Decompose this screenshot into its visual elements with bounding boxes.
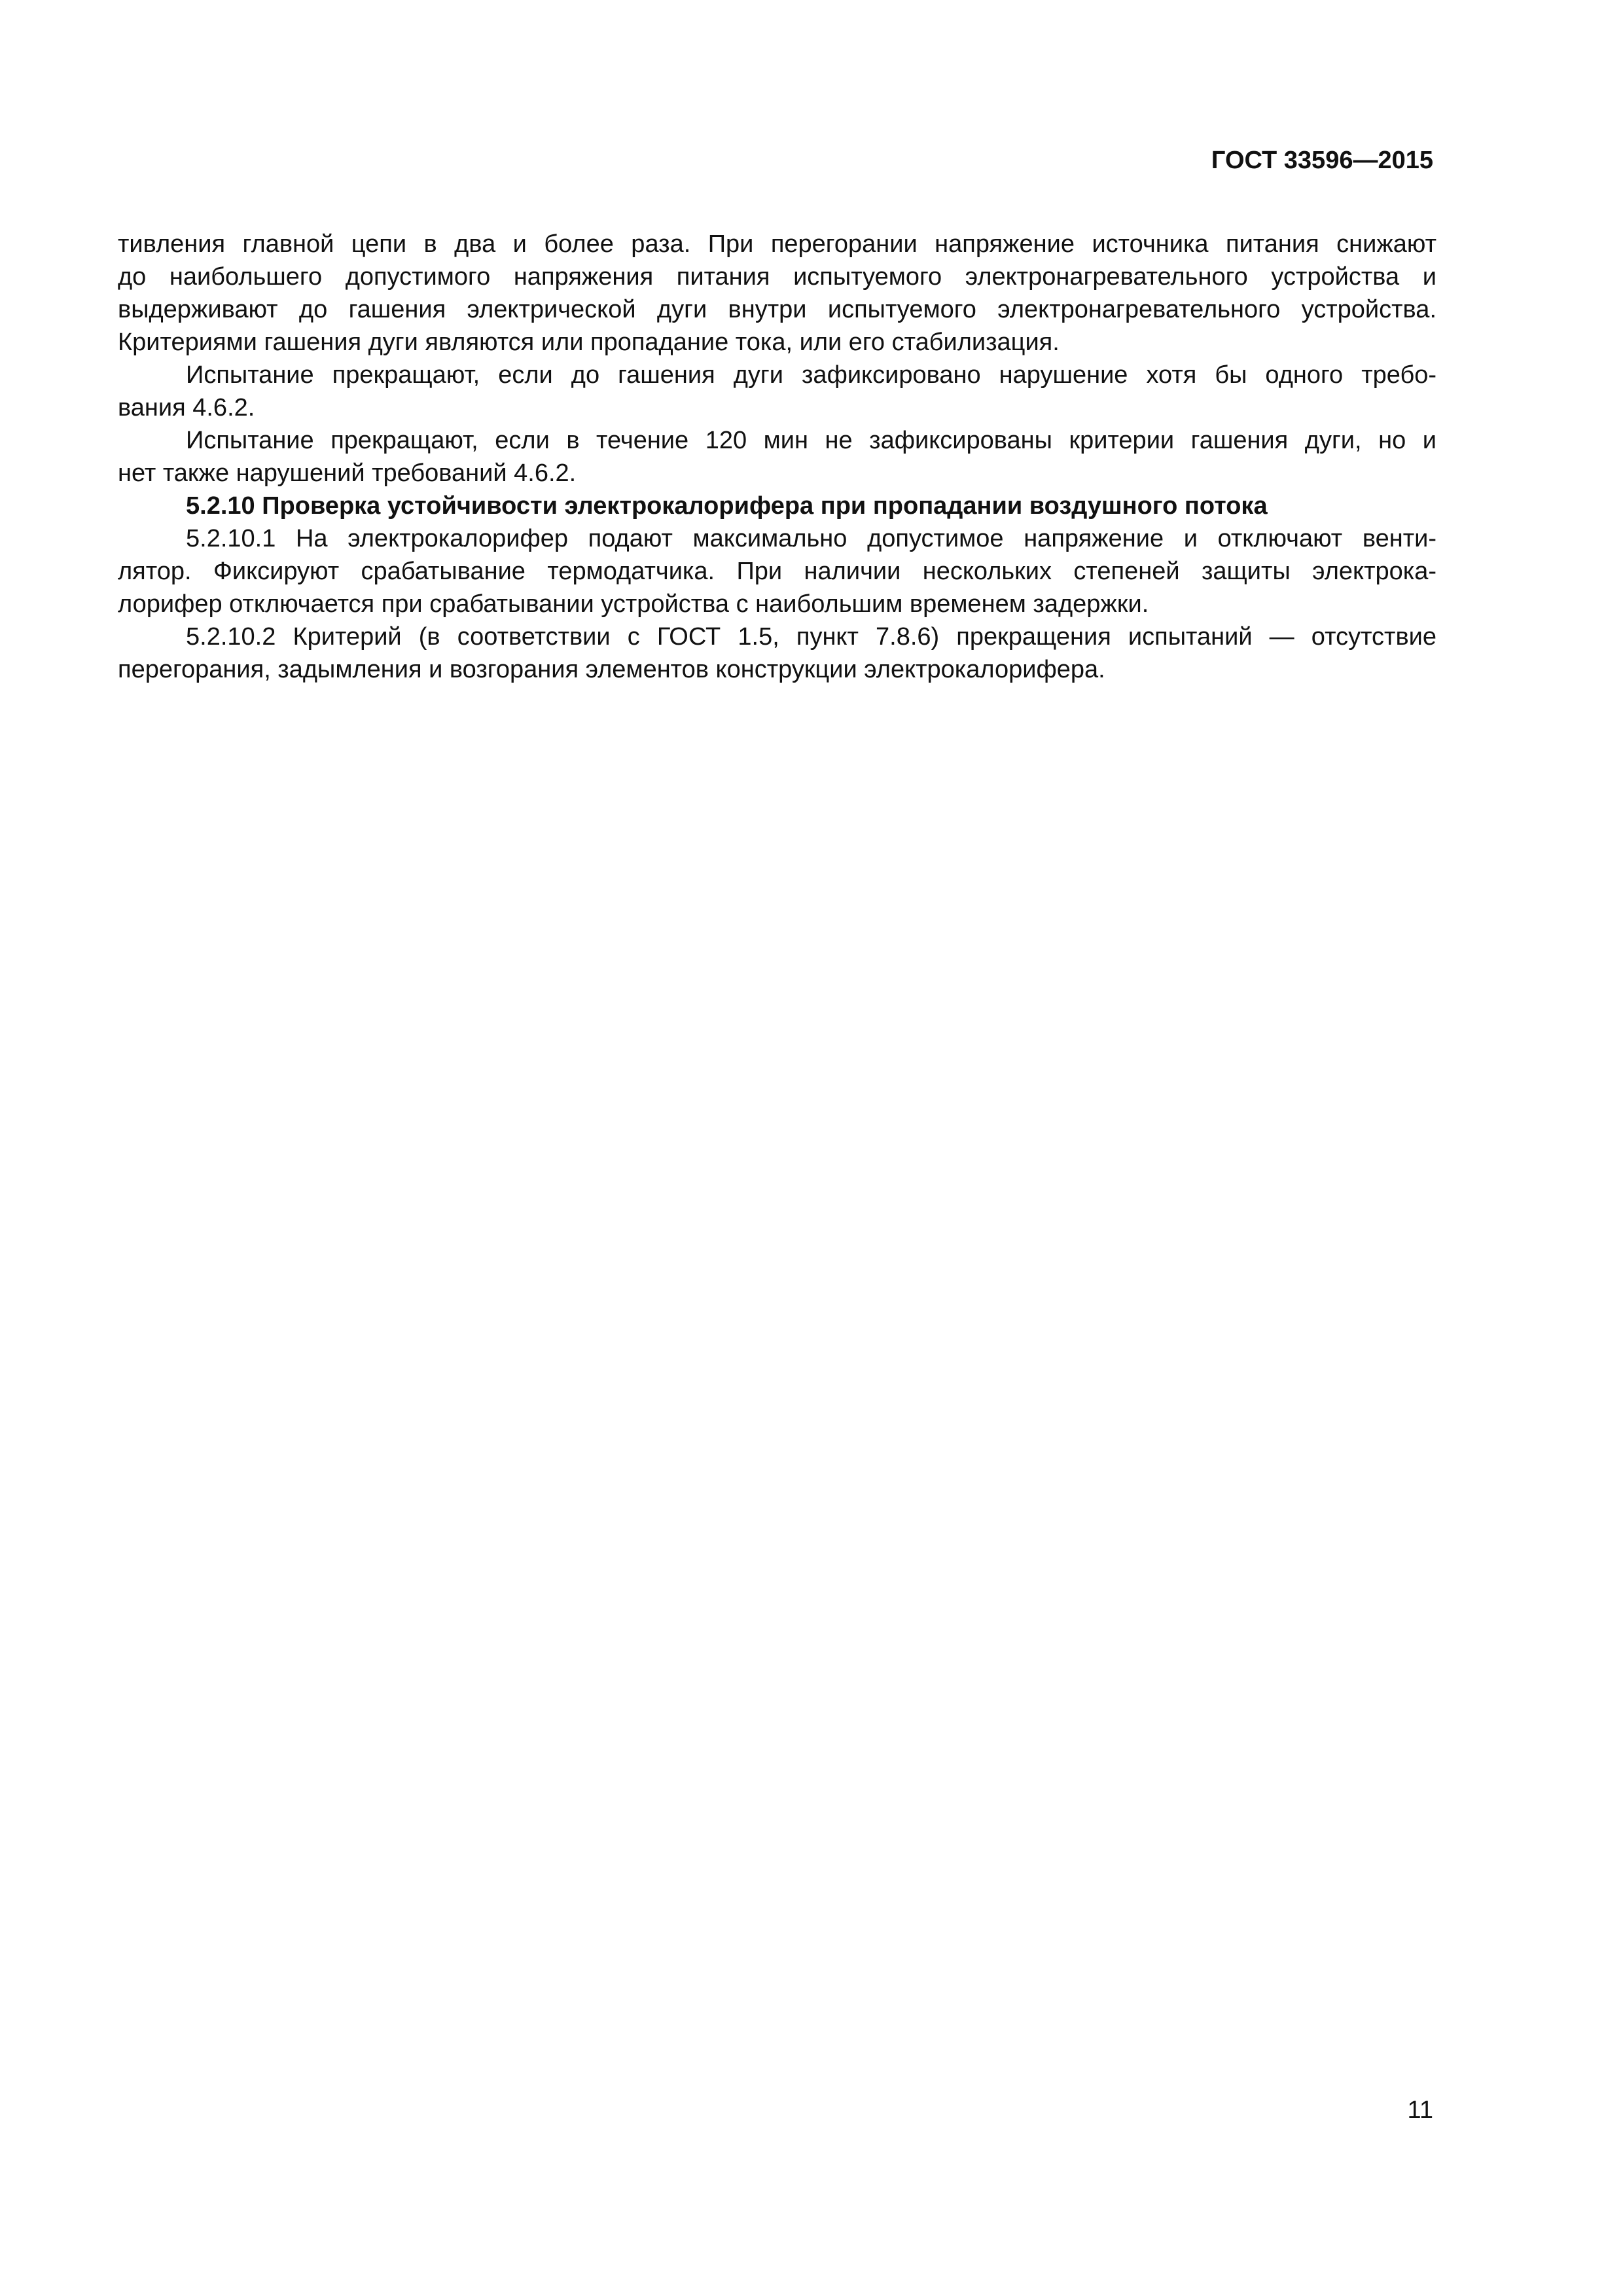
text-line: тивления главной цепи в два и более раза. При перегорании напряжение источника питания снижают — [118, 230, 1436, 258]
paragraph-5-2-10-1 — [118, 522, 1436, 620]
heading-text: 5.2.10 Проверка устойчивости электрокалорифера при пропадании воздушного потока — [186, 492, 1268, 520]
text-line: перегорания, задымления и возгорания элементов конструкции электрокалорифера. — [118, 656, 1105, 683]
text-line: вания 4.6.2. — [118, 394, 255, 422]
text-line: 5.2.10.1 На электрокалорифер подают максимально допустимое напряжение и отключают венти- — [186, 525, 1436, 552]
page-number: 11 — [1407, 2096, 1433, 2124]
section-heading-5-2-10 — [118, 490, 1436, 522]
text-line: Критериями гашения дуги являются или пропадание тока, или его стабилизация. — [118, 329, 1060, 356]
document-designation: ГОСТ 33596—2015 — [1211, 147, 1433, 174]
paragraph-test-stop-timeout — [118, 424, 1436, 490]
text-line: до наибольшего допустимого напряжения питания испытуемого электронагревательного устройства и — [118, 263, 1436, 291]
text-line: лятор. Фиксируют срабатывание термодатчика. При наличии нескольких степеней защиты электрока- — [118, 558, 1436, 585]
text-line: Испытание прекращают, если в течение 120 мин не зафиксированы критерии гашения дуги, но и — [186, 427, 1436, 454]
document-body — [118, 228, 1436, 686]
paragraph-5-2-10-2 — [118, 620, 1436, 686]
text-line: выдерживают до гашения электрической дуги внутри испытуемого электронагревательного устройства. — [118, 296, 1436, 323]
paragraph-continuation — [118, 228, 1436, 359]
text-line: 5.2.10.2 Критерий (в соответствии с ГОСТ 1.5, пункт 7.8.6) прекращения испытаний — отсутствие — [186, 623, 1436, 651]
text-line: лорифер отключается при срабатывании устройства с наибольшим временем задержки. — [118, 590, 1149, 618]
paragraph-test-stop-violation — [118, 359, 1436, 424]
text-line: нет также нарушений требований 4.6.2. — [118, 459, 577, 487]
text-line: Испытание прекращают, если до гашения дуги зафиксировано нарушение хотя бы одного требо- — [186, 361, 1436, 389]
